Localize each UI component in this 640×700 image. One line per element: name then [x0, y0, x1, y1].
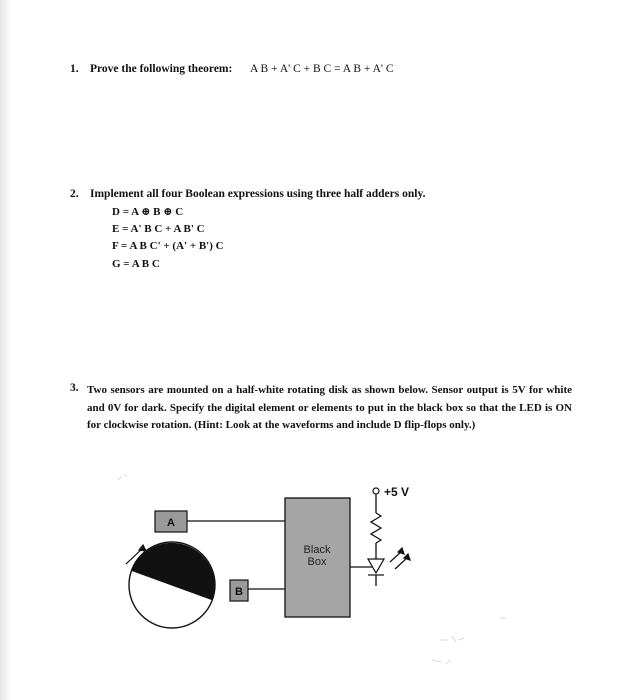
- resistor: [371, 513, 381, 543]
- wires: [187, 494, 381, 589]
- q2-number: 2.: [70, 188, 79, 200]
- expression-g: G = A B C: [112, 258, 160, 270]
- sensor-a-label: A: [167, 517, 175, 529]
- black-box-label-line2: Box: [307, 556, 327, 568]
- q2-text: Implement all four Boolean expressions using three half adders only.: [90, 188, 426, 200]
- q1-number: 1.: [70, 63, 79, 75]
- supply-label: +5 V: [384, 485, 410, 499]
- q3-number: 3.: [70, 382, 79, 394]
- led-icon: [368, 548, 410, 575]
- sensor-b-label: B: [235, 586, 243, 598]
- black-box-label-line1: Black: [303, 544, 331, 556]
- q3-text: Two sensors are mounted on a half-white rotating disk as shown below. Sensor output is 5V for white and 0V for dark. Specify the digital element or elements to put in the black box so that the LED is ON for clockwise rotation. (Hint: Look at the waveforms and include D flip-flops only.): [87, 384, 572, 431]
- supply-terminal: [373, 488, 379, 494]
- q1-theorem: A B + A' C + B C = A B + A' C: [250, 63, 394, 75]
- expression-d: D = A ⊕ B ⊕ C: [112, 206, 184, 218]
- q1-text: Prove the following theorem:: [90, 63, 233, 75]
- expression-e: E = A' B C + A B' C: [112, 223, 205, 235]
- expression-f: F = A B C' + (A' + B') C: [112, 240, 224, 252]
- rotating-disk: [129, 542, 215, 628]
